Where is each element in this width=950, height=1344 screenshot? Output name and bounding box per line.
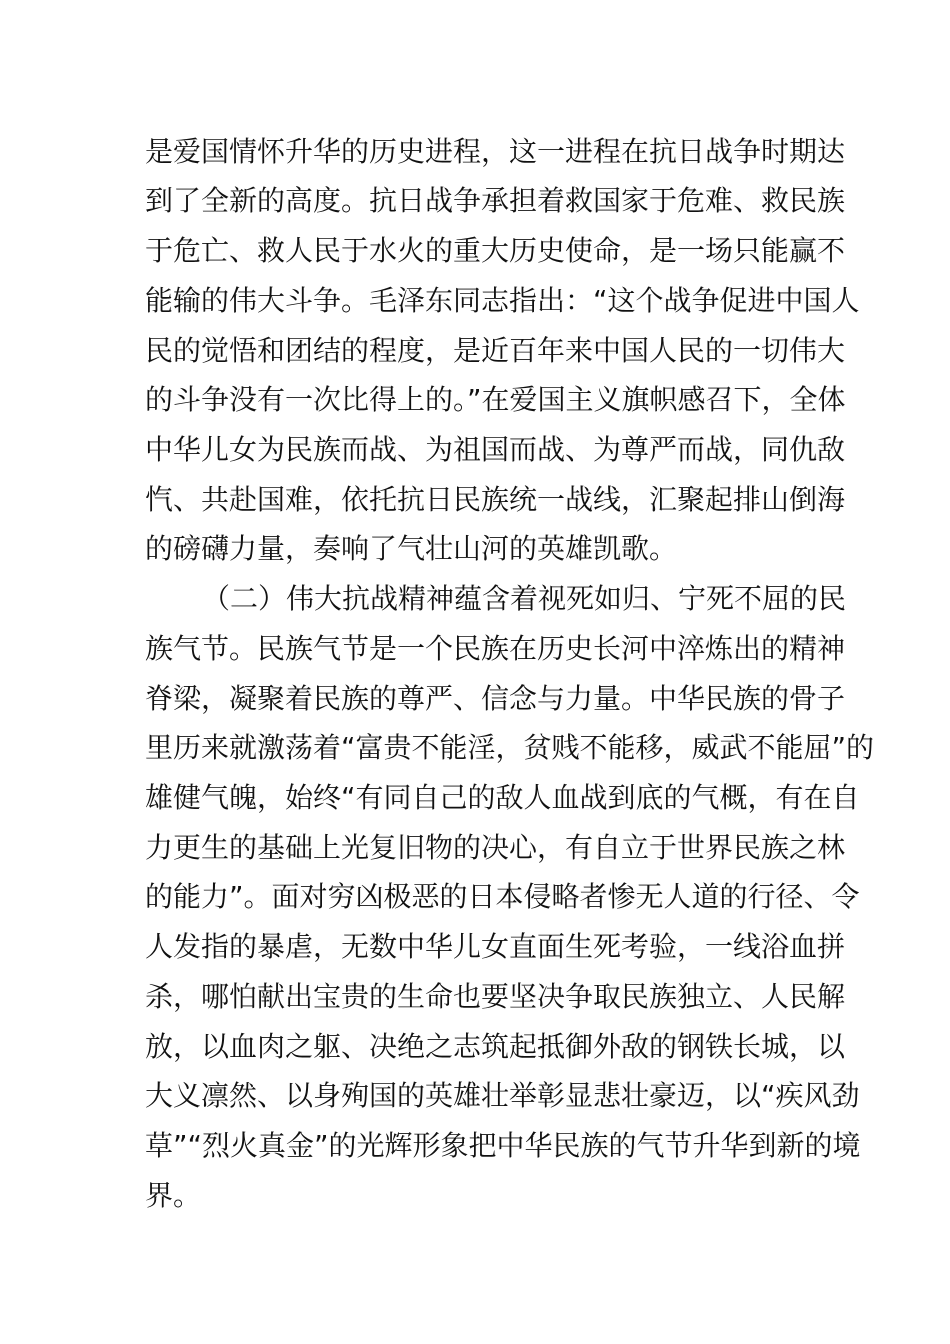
text-line: 人发指的暴虐，无数中华儿女直面生死考验，一线浴血拼 xyxy=(145,930,846,963)
text-line: 界。 xyxy=(145,1179,202,1212)
text-line: 忾、共赴国难，依托抗日民族统一战线，汇聚起排山倒海 xyxy=(145,483,846,516)
text-line: 力更生的基础上光复旧物的决心，有自立于世界民族之林 xyxy=(145,831,846,864)
text-line: 草”“烈火真金”的光辉形象把中华民族的气节升华到新的境 xyxy=(145,1129,861,1162)
text-line: 中华儿女为民族而战、为祖国而战、为尊严而战，同仇敌 xyxy=(145,433,846,466)
section-heading-line: （二）伟大抗战精神蕴含着视死如归、宁死不屈的民 xyxy=(202,582,847,615)
text-line: 脊梁，凝聚着民族的尊严、信念与力量。中华民族的骨子 xyxy=(145,682,846,715)
text-line: 能输的伟大斗争。毛泽东同志指出：“这个战争促进中国人 xyxy=(145,284,860,317)
text-line: 于危亡、救人民于水火的重大历史使命，是一场只能赢不 xyxy=(145,234,846,267)
text-line: 到了全新的高度。抗日战争承担着救国家于危难、救民族 xyxy=(145,184,846,217)
text-line: 是爱国情怀升华的历史进程，这一进程在抗日战争时期达 xyxy=(145,135,846,168)
text-line: 雄健气魄，始终“有同自己的敌人血战到底的气概，有在自 xyxy=(145,781,860,814)
text-line: 大义凛然、以身殉国的英雄壮举彰显悲壮豪迈，以“疾风劲 xyxy=(145,1079,860,1112)
text-line: 的能力”。面对穷凶极恶的日本侵略者惨无人道的行径、令 xyxy=(145,880,860,913)
text-line: 族气节。民族气节是一个民族在历史长河中淬炼出的精神 xyxy=(145,632,846,665)
text-line: 民的觉悟和团结的程度，是近百年来中国人民的一切伟大 xyxy=(145,334,846,367)
text-line: 里历来就激荡着“富贵不能淫，贫贱不能移，威武不能屈”的 xyxy=(145,731,875,764)
text-line: 的磅礴力量，奏响了气壮山河的英雄凯歌。 xyxy=(145,532,678,565)
text-line: 放，以血肉之躯、决绝之志筑起抵御外敌的钢铁长城，以 xyxy=(145,1030,846,1063)
text-line: 杀，哪怕献出宝贵的生命也要坚决争取民族独立、人民解 xyxy=(145,980,846,1013)
text-line: 的斗争没有一次比得上的。”在爱国主义旗帜感召下，全体 xyxy=(145,383,846,416)
